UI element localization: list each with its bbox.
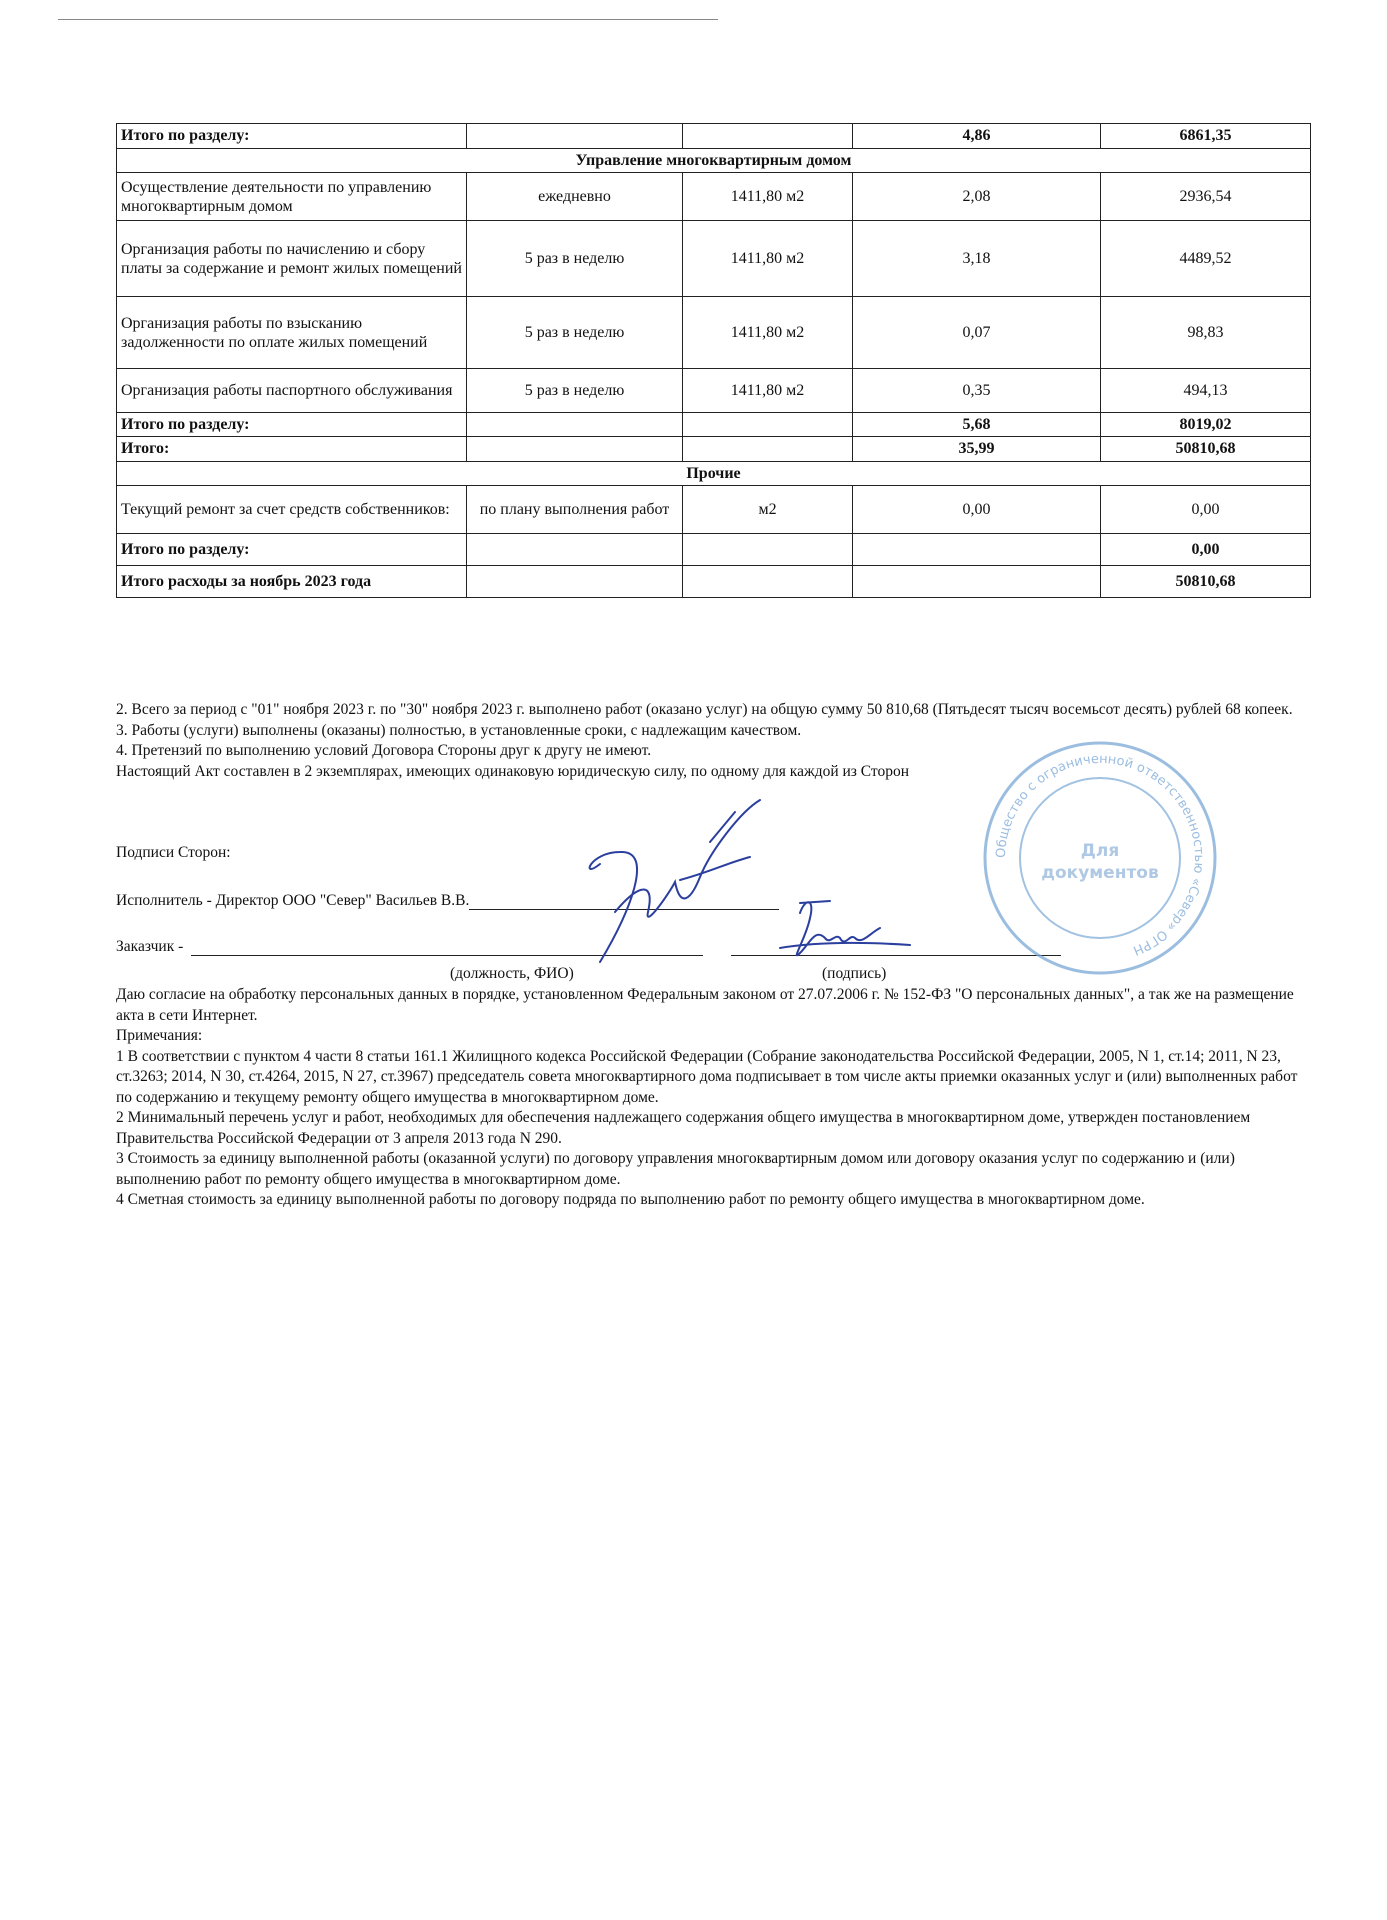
frequency-cell: ежедневно [467,173,683,221]
frequency-cell: 5 раз в неделю [467,297,683,369]
rate-cell: 4,86 [853,124,1101,149]
table-row [117,297,1311,369]
row-name-cell: Текущий ремонт за счет средств собственников: [117,485,467,533]
caption-signature: (подпись) [822,965,887,982]
table-row [117,485,1311,533]
statement-no-claims: 4. Претензий по выполнению условий Договора Стороны друг к другу не имеют. [116,742,652,759]
note-4: 4 Сметная стоимость за единицу выполненной работы по договору подряда по выполнению работ по ремонту общего имущества в многоквартирном доме. [116,1191,1145,1208]
consent-text: Даю согласие на обработку персональных данных в порядке, установленном Федеральным законом от 27.07.2006 г. № 152-ФЗ "О персональных данных", а так же на размещение акта в сети Интернет. [116,986,1294,1024]
rate-cell: 5,68 [853,413,1101,437]
sum-cell: 50810,68 [1101,565,1311,597]
rate-cell: 3,18 [853,221,1101,297]
services-table [116,123,1311,598]
notes-block [116,985,1302,1211]
unit-cell [683,124,853,149]
frequency-cell [467,413,683,437]
top-border-line [58,19,718,20]
table-row [117,221,1311,297]
total-row [117,437,1311,461]
frequency-cell [467,533,683,565]
row-name-cell: Организация работы паспортного обслуживания [117,369,467,413]
rate-cell: 2,08 [853,173,1101,221]
row-name-cell: Итого по разделу: [117,413,467,437]
frequency-cell: по плану выполнения работ [467,485,683,533]
rate-cell: 0,07 [853,297,1101,369]
section-header-row [117,149,1311,173]
sum-cell: 0,00 [1101,533,1311,565]
row-name-cell: Итого расходы за ноябрь 2023 года [117,565,467,597]
note-2: 2 Минимальный перечень услуг и работ, необходимых для обеспечения надлежащего содержания общего имущества в многоквартирном доме, утвержден постановлением Правительства Российской Федерации от 3 апреля 2013 года N 290. [116,1109,1251,1147]
notes-heading: Примечания: [116,1027,203,1044]
unit-cell: 1411,80 м2 [683,221,853,297]
total-row [117,533,1311,565]
rate-cell [853,533,1101,565]
frequency-cell [467,437,683,461]
unit-cell: 1411,80 м2 [683,297,853,369]
row-name-cell: Осуществление деятельности по управлению многоквартирным домом [117,173,467,221]
frequency-cell: 5 раз в неделю [467,221,683,297]
unit-cell: 1411,80 м2 [683,173,853,221]
section-title: Прочие [117,461,1311,485]
total-row [117,565,1311,597]
services-table-body [117,124,1311,598]
executor-label: Исполнитель - Директор ООО "Север" Васильев В.В. [116,892,470,909]
sum-cell: 2936,54 [1101,173,1311,221]
unit-cell: 1411,80 м2 [683,369,853,413]
sum-cell: 4489,52 [1101,221,1311,297]
table-row [117,173,1311,221]
statement-copies: Настоящий Акт составлен в 2 экземплярах, имеющих одинаковую юридическую силу, по одному для каждой из Сторон [116,762,910,780]
caption-position: (должность, ФИО) [450,965,574,982]
sum-cell: 0,00 [1101,485,1311,533]
company-stamp [980,738,1220,978]
row-name-cell: Организация работы по взысканию задолженности по оплате жилых помещений [117,297,467,369]
section-header-row [117,461,1311,485]
total-row [117,124,1311,149]
total-row [117,413,1311,437]
statement-total-sum: 2. Всего за период с "01" ноября 2023 г. по "30" ноября 2023 г. выполнено работ (оказано услуг) на общую сумму 50 810,68 (Пятьдесят тысяч восемьсот десять) рублей 68 копеек. [116,701,1293,718]
sum-cell: 494,13 [1101,369,1311,413]
executor-signature-icon [560,792,790,972]
section-title: Управление многоквартирным домом [117,149,1311,173]
unit-cell [683,437,853,461]
unit-cell [683,565,853,597]
frequency-cell [467,565,683,597]
note-1: 1 В соответствии с пунктом 4 части 8 статьи 161.1 Жилищного кодекса Российской Федерации (Собрание законодательства Российской Федерации, 2005, N 1, ст.14; 2011, N 23, ст.3263; 2014, N 30, ст.4264, 2015, N 27, ст.3967) председатель совета многоквартирного дома подписывает в том числе акты приемки оказанных услуг и (или) выполненных работ по содержанию и текущему ремонту общего имущества в многоквартирном доме. [116,1047,1298,1106]
rate-cell: 0,35 [853,369,1101,413]
note-3: 3 Стоимость за единицу выполненной работы (оказанной услуги) по договору управления многоквартирным домом или договору оказания услуг по содержанию и (или) выполнению работ по ремонту общего имущества в многоквартирном доме. [116,1150,1235,1188]
customer-signature-icon [770,893,920,968]
rate-cell: 0,00 [853,485,1101,533]
unit-cell [683,413,853,437]
rate-cell [853,565,1101,597]
stamp-ring-text: Общество с ограниченной ответственностью «Север» ОГРН [993,751,1207,958]
table-row [117,369,1311,413]
row-name-cell: Итого: [117,437,467,461]
sum-cell: 50810,68 [1101,437,1311,461]
rate-cell: 35,99 [853,437,1101,461]
stamp-center-text: Для документов [1041,841,1159,883]
signatures-heading: Подписи Сторон: [116,844,231,861]
unit-cell: м2 [683,485,853,533]
row-name-cell: Итого по разделу: [117,533,467,565]
frequency-cell [467,124,683,149]
row-name-cell: Организация работы по начислению и сбору платы за содержание и ремонт жилых помещений [117,221,467,297]
sum-cell: 8019,02 [1101,413,1311,437]
unit-cell [683,533,853,565]
sum-cell: 98,83 [1101,297,1311,369]
customer-label: Заказчик - [116,938,184,955]
frequency-cell: 5 раз в неделю [467,369,683,413]
sum-cell: 6861,35 [1101,124,1311,149]
statement-quality: 3. Работы (услуги) выполнены (оказаны) полностью, в установленные сроки, с надлежащим качеством. [116,721,802,739]
row-name-cell: Итого по разделу: [117,124,467,149]
